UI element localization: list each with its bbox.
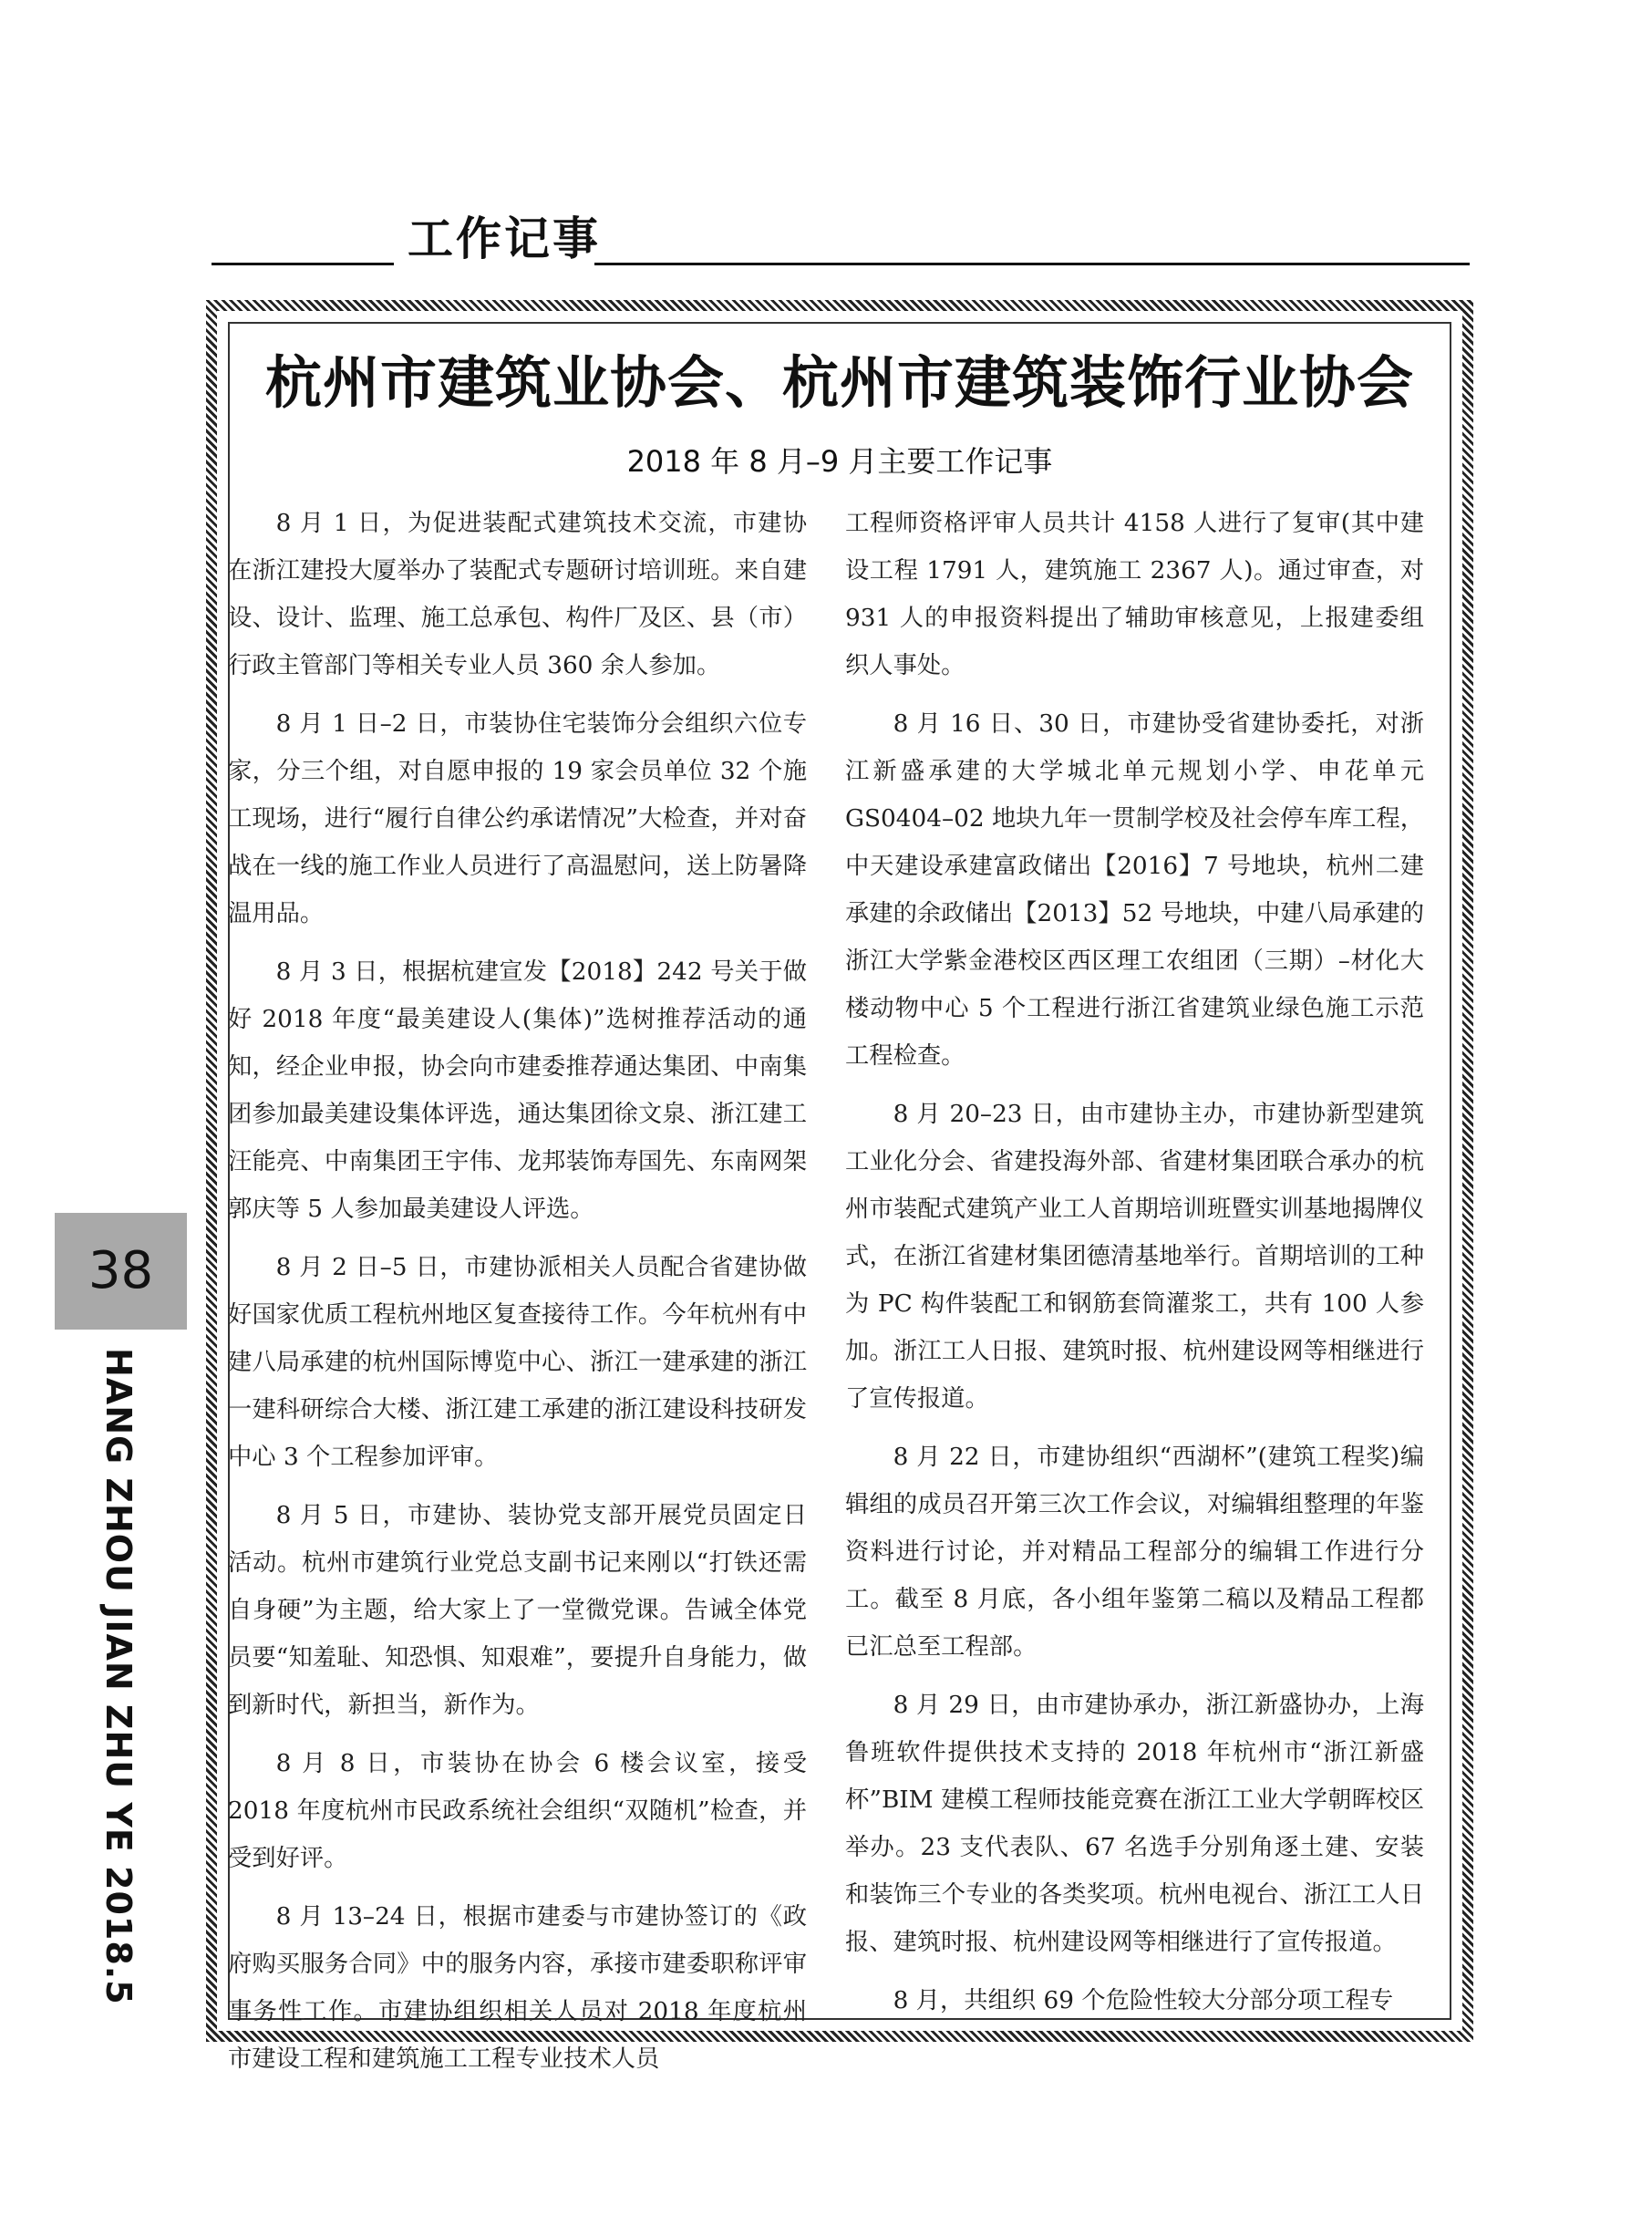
journal-mark-text: HANG ZHOU JIAN ZHU YE 2018.5 [98, 1348, 139, 2005]
right-column [845, 500, 1424, 2035]
section-header [212, 212, 1470, 270]
header-rule-right [594, 263, 1470, 265]
paragraph: 8 月 13–24 日，根据市建委与市建协签订的《政府购买服务合同》中的服务内容，承接市建委职称评审事务性工作。市建协组织相关人员对 2018 年度杭州市建设工程和建筑施工工程专业技术人员 [228, 1903, 807, 2073]
section-title: 工作记事 [408, 212, 601, 265]
paragraph: 8 月 20–23 日，由市建协主办，市建协新型建筑工业化分会、省建投海外部、省建材集团联合承办的杭州市装配式建筑产业工人首期培训班暨实训基地揭牌仪式，在浙江省建材集团德清基地举行。首期培训的工种为 PC 构件装配工和钢筋套筒灌浆工，共有 100 人参加。浙江工人日报、建筑时报、杭州建设网等相继进行了宣传报道。 [845, 1101, 1424, 1413]
paragraph: 8 月 3 日，根据杭建宣发【2018】242 号关于做好 2018 年度“最美建设人(集体)”选树推荐活动的通知，经企业申报，协会向市建委推荐通达集团、中南集团参加最美建设集体评选，通达集团徐文泉、浙江建工汪能亮、中南集团王宇伟、龙邦装饰寿国先、东南网架郭庆等 5 人参加最美建设人评选。 [228, 958, 807, 1223]
paragraph: 8 月，共组织 69 个危险性较大分部分项工程专 [893, 1987, 1394, 2014]
paragraph: 8 月 8 日，市装协在协会 6 楼会议室，接受 2018 年度杭州市民政系统社会组织“双随机”检查，并受到好评。 [228, 1750, 807, 1872]
page-number-tab [55, 1213, 187, 1330]
paragraph: 8 月 16 日、30 日，市建协受省建协委托，对浙江新盛承建的大学城北单元规划小学、申花单元 GS0404–02 地块九年一贯制学校及社会停车库工程，中天建设承建富政储出【2016】7 号地块，杭州二建承建的余政储出【2013】52 号地块，中建八局承建的浙江大学紫金港校区西区理工农组团（三期）–材化大楼动物中心 5 个工程进行浙江省建筑业绿色施工示范工程检查。 [845, 710, 1424, 1070]
page-number: 38 [88, 1241, 154, 1300]
paragraph: 8 月 22 日，市建协组织“西湖杯”(建筑工程奖)编辑组的成员召开第三次工作会议，对编辑组整理的年鉴资料进行讨论，并对精品工程部分的编辑工作进行分工。截至 8 月底，各小组年鉴第二稿以及精品工程都已汇总至工程部。 [845, 1444, 1424, 1661]
paragraph: 8 月 5 日，市建协、装协党支部开展党员固定日活动。杭州市建筑行业党总支副书记来刚以“打铁还需自身硬”为主题，给大家上了一堂微党课。告诫全体党员要“知羞耻、知恐惧、知艰难”，要提升自身能力，做到新时代，新担当，新作为。 [228, 1502, 807, 1719]
article-title: 杭州市建筑业协会、杭州市建筑装饰行业协会 [264, 349, 1414, 416]
paragraph: 8 月 1 日，为促进装配式建筑技术交流，市建协在浙江建投大厦举办了装配式专题研讨培训班。来自建设、设计、监理、施工总承包、构件厂及区、县（市）行政主管部门等相关专业人员 360 余人参加。 [228, 510, 807, 679]
paragraph-continued: 工程师资格评审人员共计 4158 人进行了复审(其中建设工程 1791 人，建筑施工 2367 人)。通过审查，对 931 人的申报资料提出了辅助审核意见，上报建委组织人事处。 [845, 510, 1424, 679]
journal-mark [84, 1348, 157, 2005]
paragraph: 8 月 29 日，由市建协承办，浙江新盛协办，上海鲁班软件提供技术支持的 2018 年杭州市“浙江新盛杯”BIM 建模工程师技能竞赛在浙江工业大学朝晖校区举办。23 支代表队、67 名选手分别角逐土建、安装和装饰三个专业的各类奖项。杭州电视台、浙江工人日报、建筑时报、杭州建设网等相继进行了宣传报道。 [845, 1692, 1424, 1956]
left-column [228, 500, 807, 2094]
article-subtitle: 2018 年 8 月–9 月主要工作记事 [626, 444, 1053, 479]
header-rule-left [212, 263, 394, 265]
paragraph: 8 月 1 日–2 日，市装协住宅装饰分会组织六位专家，分三个组，对自愿申报的 19 家会员单位 32 个施工现场，进行“履行自律公约承诺情况”大检查，并对奋战在一线的施工作业人员进行了高温慰问，送上防暑降温用品。 [228, 710, 807, 927]
paragraph: 8 月 2 日–5 日，市建协派相关人员配合省建协做好国家优质工程杭州地区复查接待工作。今年杭州有中建八局承建的杭州国际博览中心、浙江一建承建的浙江一建科研综合大楼、浙江建工承建的浙江建设科技研发中心 3 个工程参加评审。 [228, 1254, 807, 1471]
